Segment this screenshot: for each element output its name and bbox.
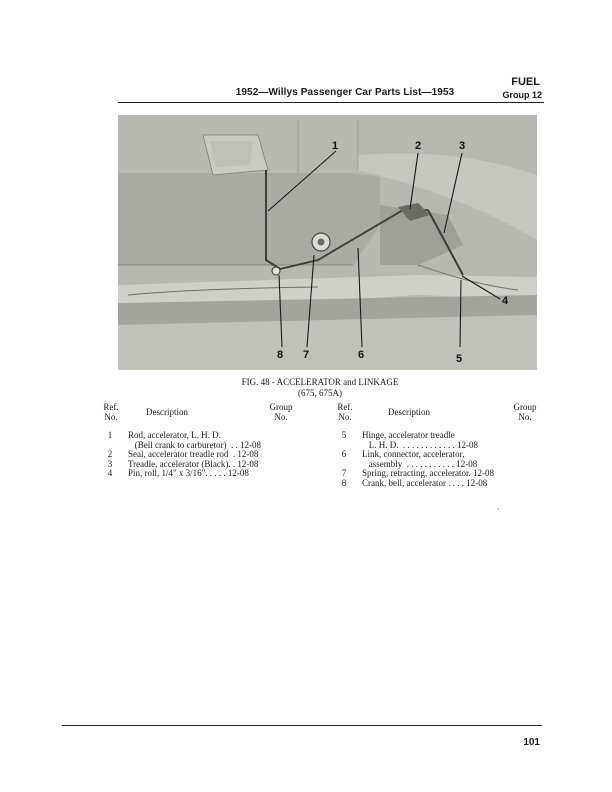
callout-2: 2	[415, 140, 422, 152]
column-header	[332, 403, 542, 431]
description-header: Description	[388, 407, 430, 417]
part-row	[332, 479, 542, 489]
ref-header: Ref. No.	[337, 402, 353, 422]
part-description: Treadle, accelerator (Black). . 12-08	[128, 458, 259, 469]
ref-number: 2	[107, 449, 113, 460]
part-description: assembly . . . . . . . . . . . 12-08	[362, 458, 478, 469]
parts-list-right	[332, 431, 542, 489]
ref-number: 8	[341, 477, 347, 488]
ref-number: 7	[341, 468, 347, 479]
caption-title: FIG. 48 - ACCELERATOR and LINKAGE	[241, 377, 399, 387]
part-row	[332, 450, 542, 469]
ref-number: 3	[107, 458, 113, 469]
callout-7: 7	[303, 349, 310, 361]
column-header	[98, 403, 298, 431]
figure-caption	[170, 377, 470, 399]
header-rule	[118, 102, 544, 103]
callout-3: 3	[459, 140, 466, 152]
group-label: Group 12	[502, 90, 542, 100]
callout-6: 6	[358, 349, 365, 361]
group-header: Group No.	[513, 402, 537, 422]
part-description: (Bell crank to carburetor) . . 12-08	[128, 439, 261, 450]
page-number: 101	[523, 737, 540, 748]
ref-number: 6	[341, 449, 347, 460]
description-header: Description	[146, 407, 188, 417]
part-description: L. H. D. . . . . . . . . . . . . 12-08	[362, 439, 478, 450]
part-description: Seal, accelerator treadle rod . 12-08	[128, 449, 259, 460]
callout-5: 5	[456, 353, 463, 365]
footer-rule	[62, 725, 542, 726]
part-description: Hinge, accelerator treadle	[362, 430, 455, 440]
part-description: Spring, retracting, accelerator. 12-08	[362, 468, 494, 479]
callout-1: 1	[332, 140, 339, 152]
part-row	[98, 469, 298, 479]
part-description: Crank, bell, accelerator . . . . 12-08	[362, 477, 488, 488]
section-title: FUEL	[511, 76, 540, 88]
callout-8: 8	[277, 349, 284, 361]
parts-column-left	[98, 403, 298, 479]
ref-number: 5	[341, 430, 347, 440]
callout-4: 4	[502, 295, 509, 307]
ref-header: Ref. No.	[103, 402, 119, 422]
part-row	[332, 431, 542, 450]
part-description: Pin, roll, 1/4" x 3/16". . . . . 12-08	[128, 468, 249, 479]
accelerator-linkage-photo	[118, 115, 537, 370]
running-header-title: 1952—Willys Passenger Car Parts List—1953	[235, 87, 455, 98]
ref-number: 4	[107, 468, 113, 479]
stray-mark: ·	[497, 505, 500, 514]
parts-column-right	[332, 403, 542, 489]
part-description: Link, connector, accelerator,	[362, 449, 465, 460]
caption-models: (675, 675A)	[298, 388, 342, 398]
part-description: Rod, accelerator, L. H. D.	[128, 430, 221, 440]
group-header: Group No.	[269, 402, 293, 422]
part-row	[98, 431, 298, 450]
parts-list-left	[98, 431, 298, 479]
ref-number: 1	[107, 430, 113, 440]
